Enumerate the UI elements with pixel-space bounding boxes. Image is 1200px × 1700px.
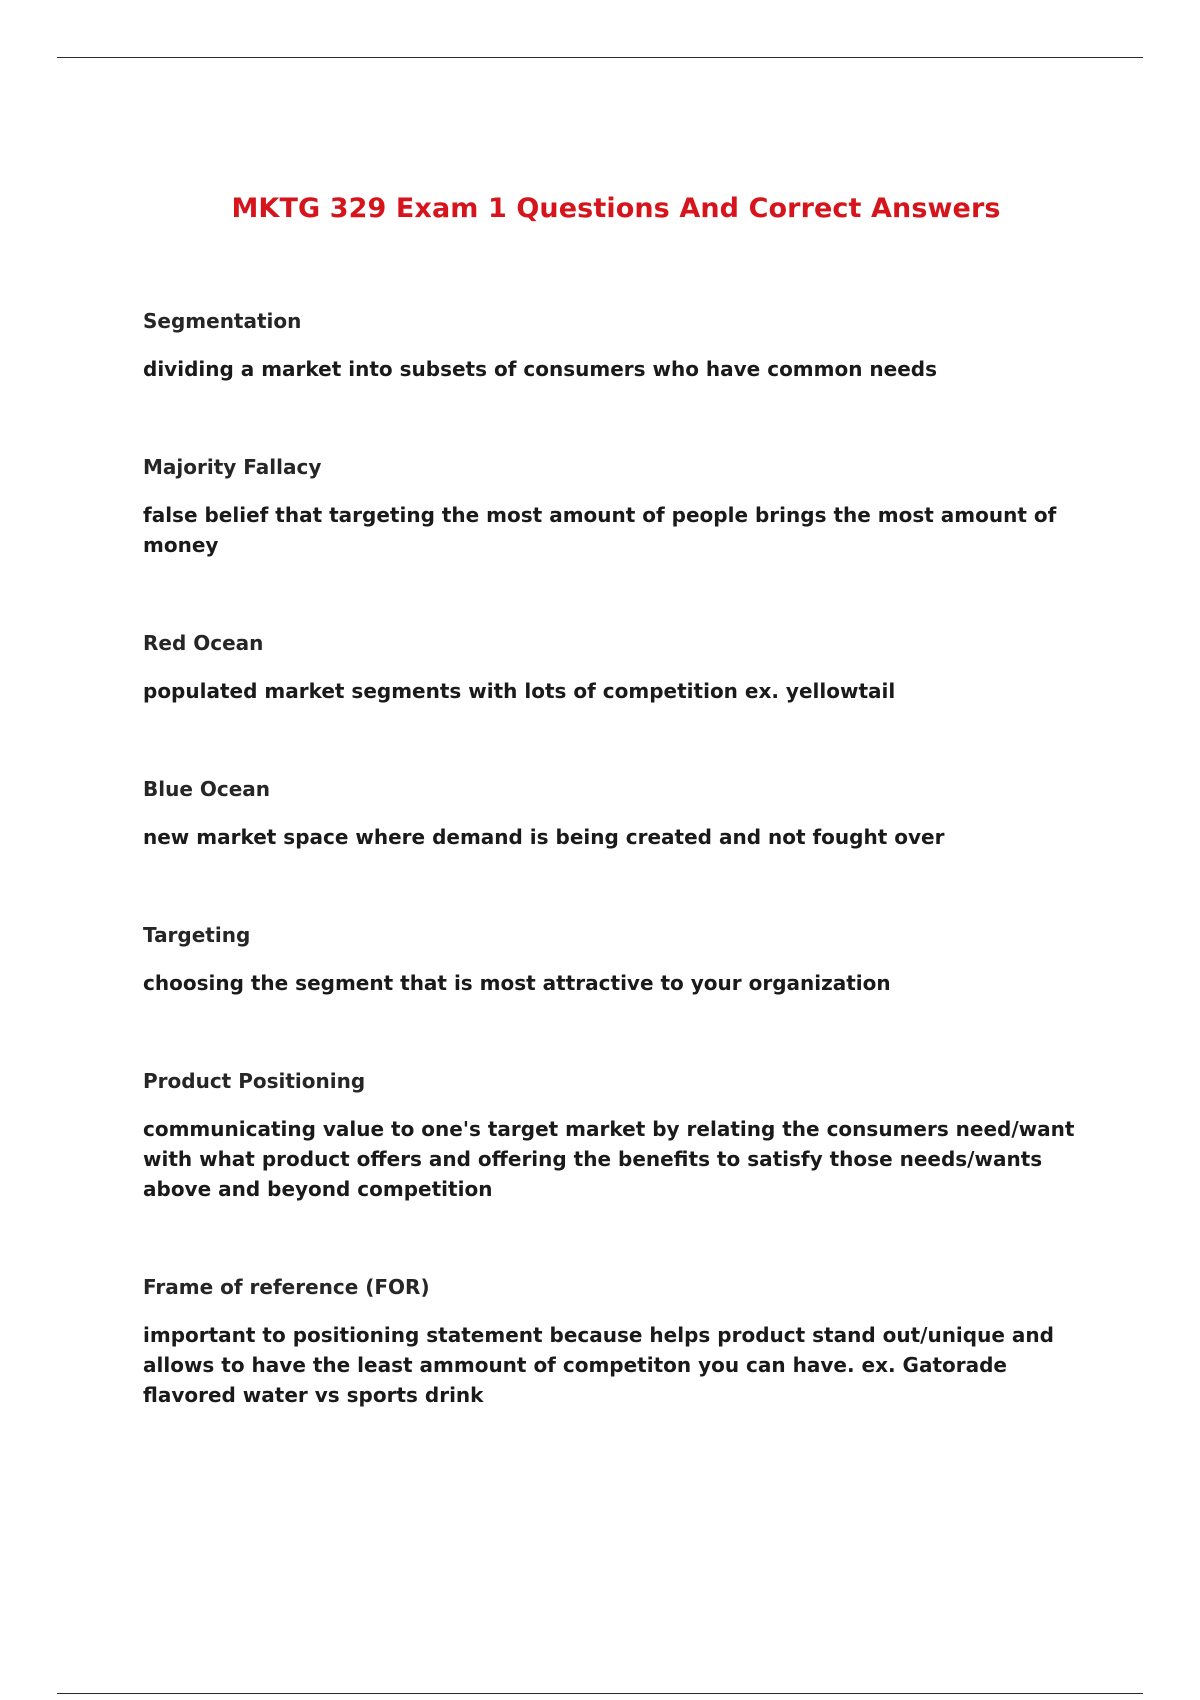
entry-term: Segmentation <box>143 309 302 333</box>
entry-term: Red Ocean <box>143 631 264 655</box>
entry-term: Product Positioning <box>143 1069 366 1093</box>
entry-term: Blue Ocean <box>143 777 271 801</box>
entry-term: Targeting <box>143 923 251 947</box>
qa-entry-targeting <box>143 921 1078 998</box>
entry-definition: populated market segments with lots of competition ex. yellowtail <box>143 679 896 703</box>
qa-entry-red-ocean <box>143 629 1078 706</box>
entry-definition: dividing a market into subsets of consumers who have common needs <box>143 357 938 381</box>
qa-entry-majority-fallacy <box>143 453 1078 560</box>
entry-definition: false belief that targeting the most amount of people brings the most amount of money <box>143 503 1057 557</box>
entry-term: Frame of reference (FOR) <box>143 1275 430 1299</box>
entry-definition: new market space where demand is being created and not fought over <box>143 825 945 849</box>
entry-definition: important to positioning statement because helps product stand out/unique and allows to have the least ammount of competiton you can have. ex. Gatorade flavored water vs sports drink <box>143 1323 1054 1407</box>
entry-definition: choosing the segment that is most attractive to your organization <box>143 971 891 995</box>
qa-list <box>143 307 1078 1479</box>
qa-entry-frame-of-reference <box>143 1273 1078 1410</box>
document-title: MKTG 329 Exam 1 Questions And Correct Answers <box>231 193 1001 224</box>
header-rule <box>57 57 1143 58</box>
entry-term: Majority Fallacy <box>143 455 322 479</box>
qa-entry-product-positioning <box>143 1067 1078 1204</box>
entry-definition: communicating value to one's target market by relating the consumers need/want with what product offers and offering the benefits to satisfy those needs/wants above and beyond competition <box>143 1117 1075 1201</box>
qa-entry-segmentation <box>143 307 1078 384</box>
qa-entry-blue-ocean <box>143 775 1078 852</box>
footer-rule <box>57 1693 1143 1694</box>
